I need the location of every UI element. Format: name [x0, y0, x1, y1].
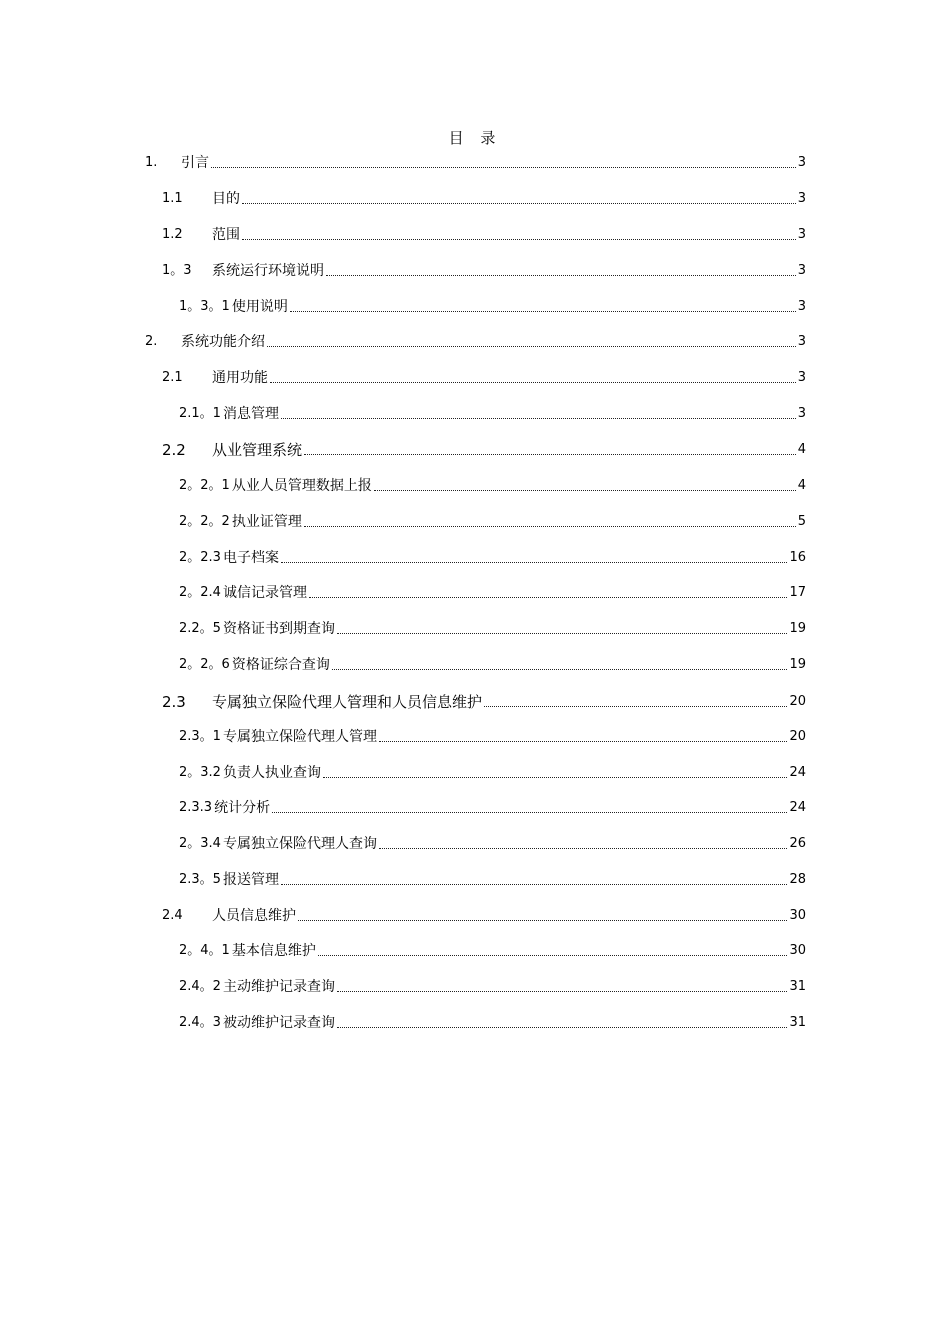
dot-leader: [379, 848, 788, 849]
toc-entry[interactable]: [179, 831, 806, 853]
dot-leader: [281, 884, 788, 885]
toc-entry[interactable]: [179, 724, 806, 746]
toc-entry-page: 3: [797, 370, 806, 385]
toc-entry-number: 2.3。1: [179, 729, 221, 744]
toc-entry-label: 系统功能介绍: [181, 334, 265, 350]
toc-entry-label: 主动维护记录查询: [222, 979, 335, 995]
toc-entry[interactable]: [179, 294, 806, 316]
toc-entry-number: 2.4。2: [179, 979, 221, 994]
toc-entry-number: 1.: [145, 155, 158, 170]
toc-entry[interactable]: [179, 545, 806, 567]
toc-entry-page: 30: [789, 943, 806, 958]
toc-entry-label: 资格证综合查询: [231, 657, 330, 673]
toc-entry[interactable]: [179, 974, 806, 996]
toc-entry-label: 从业管理系统: [212, 441, 303, 459]
dot-leader: [242, 203, 796, 204]
toc-entry-number: 2。2.3: [179, 550, 221, 565]
dot-leader: [337, 1027, 788, 1028]
dot-leader: [337, 633, 788, 634]
toc-entry-page: 19: [789, 657, 806, 672]
toc-entry[interactable]: [179, 1010, 806, 1032]
toc-entry-number: 1。3。1: [179, 299, 230, 314]
toc-entry[interactable]: [179, 795, 806, 817]
toc-entry[interactable]: [179, 580, 806, 602]
toc-entry[interactable]: [162, 258, 806, 280]
toc-entry-page: 3: [797, 334, 806, 349]
toc-entry-number: 2.4。3: [179, 1015, 221, 1030]
toc-entry-page: 17: [789, 585, 806, 600]
toc-entry-number: 2。4。1: [179, 943, 230, 958]
toc-entry-label: 引言: [181, 155, 209, 171]
toc-entry-label: 从业人员管理数据上报: [231, 478, 372, 494]
toc-entry-page: 3: [797, 263, 806, 278]
toc-entry-label: 专属独立保险代理人管理和人员信息维护: [212, 693, 483, 711]
toc-entry[interactable]: [162, 689, 806, 711]
toc-entry-label: 专属独立保险代理人查询: [222, 836, 377, 852]
toc-entry-number: 2.3。5: [179, 872, 221, 887]
toc-entry[interactable]: [162, 437, 806, 459]
toc-entry-page: 3: [797, 406, 806, 421]
toc-entry-number: 2。2。1: [179, 478, 230, 493]
toc-entry[interactable]: [162, 186, 806, 208]
toc-entry-page: 30: [789, 908, 806, 923]
toc-entry-page: 3: [797, 227, 806, 242]
toc-entry-number: 1。3: [162, 263, 192, 278]
toc-entry-label: 负责人执业查询: [222, 765, 321, 781]
toc-entry-label: 系统运行环境说明: [212, 263, 324, 279]
toc-entry-label: 基本信息维护: [231, 943, 316, 959]
toc-entry-label: 统计分析: [214, 800, 271, 816]
toc-entry-number: 2。3.2: [179, 765, 221, 780]
toc-entry-page: 4: [797, 442, 806, 457]
toc-entry-number: 2.3: [162, 693, 186, 711]
dot-leader: [374, 490, 796, 491]
dot-leader: [484, 706, 787, 707]
toc-entry-number: 2.4: [162, 908, 183, 923]
dot-leader: [242, 239, 796, 240]
toc-entry-page: 4: [797, 478, 806, 493]
toc-entry-page: 24: [789, 800, 806, 815]
dot-leader: [270, 382, 796, 383]
dot-leader: [309, 597, 788, 598]
toc-entry-number: 2。2。2: [179, 514, 230, 529]
toc-entry[interactable]: [145, 150, 806, 172]
toc-entry[interactable]: [179, 473, 806, 495]
dot-leader: [211, 167, 796, 168]
toc-entry-label: 通用功能: [212, 370, 268, 386]
toc-entry-label: 执业证管理: [231, 514, 302, 530]
toc-entry-number: 2。2。6: [179, 657, 230, 672]
toc-entry-number: 2.1。1: [179, 406, 221, 421]
toc-entry-page: 31: [789, 979, 806, 994]
dot-leader: [290, 311, 796, 312]
toc-entry[interactable]: [162, 222, 806, 244]
toc-entry-number: 2.2: [162, 441, 186, 459]
toc-entry-page: 19: [789, 621, 806, 636]
toc-entry[interactable]: [179, 652, 806, 674]
toc-entry-page: 3: [797, 155, 806, 170]
toc-entry[interactable]: [179, 938, 806, 960]
toc-entry-number: 2.: [145, 334, 158, 349]
toc-entry-page: 20: [789, 694, 806, 709]
toc-entry-label: 电子档案: [222, 550, 279, 566]
toc-entry-label: 使用说明: [231, 299, 288, 315]
toc-entry-number: 2。3.4: [179, 836, 221, 851]
toc-entry-label: 专属独立保险代理人管理: [222, 729, 377, 745]
dot-leader: [332, 669, 788, 670]
dot-leader: [304, 454, 796, 455]
toc-entry[interactable]: [162, 903, 806, 925]
toc-entry[interactable]: [179, 401, 806, 423]
toc-entry-page: 31: [789, 1015, 806, 1030]
toc-entry[interactable]: [179, 760, 806, 782]
toc-entry-page: 3: [797, 191, 806, 206]
toc-entry-label: 人员信息维护: [212, 908, 296, 924]
toc-entry-label: 资格证书到期查询: [222, 621, 335, 637]
dot-leader: [379, 741, 788, 742]
dot-leader: [323, 777, 788, 778]
toc-entry[interactable]: [179, 616, 806, 638]
toc-entry-number: 2.2。5: [179, 621, 221, 636]
toc-entry-label: 消息管理: [222, 406, 279, 422]
toc-entry-label: 范围: [212, 227, 240, 243]
toc-entry-page: 26: [789, 836, 806, 851]
toc-entry-page: 24: [789, 765, 806, 780]
toc-entry-label: 被动维护记录查询: [222, 1015, 335, 1031]
toc-entry[interactable]: [179, 509, 806, 531]
toc-entry-label: 诚信记录管理: [222, 585, 307, 601]
dot-leader: [281, 418, 796, 419]
toc-entry[interactable]: [145, 329, 806, 351]
dot-leader: [337, 991, 788, 992]
dot-leader: [304, 526, 796, 527]
dot-leader: [272, 812, 787, 813]
toc-entry-number: 2。2.4: [179, 585, 221, 600]
toc-entry[interactable]: [179, 867, 806, 889]
toc-entry-page: 28: [789, 872, 806, 887]
dot-leader: [267, 346, 796, 347]
toc-entry-number: 2.3.3: [179, 800, 213, 815]
toc-entry-number: 2.1: [162, 370, 183, 385]
toc-entry-page: 5: [797, 514, 806, 529]
toc-entry-page: 3: [797, 299, 806, 314]
dot-leader: [318, 955, 788, 956]
toc-entry-number: 1.1: [162, 191, 183, 206]
toc-entry-page: 16: [789, 550, 806, 565]
toc-entry-label: 报送管理: [222, 872, 279, 888]
toc-entry-number: 1.2: [162, 227, 183, 242]
toc-title: 目 录: [448, 129, 502, 147]
toc-entry-label: 目的: [212, 191, 240, 207]
toc-entry-page: 20: [789, 729, 806, 744]
toc-entry[interactable]: [162, 365, 806, 387]
dot-leader: [298, 920, 787, 921]
dot-leader: [326, 275, 796, 276]
dot-leader: [281, 562, 788, 563]
